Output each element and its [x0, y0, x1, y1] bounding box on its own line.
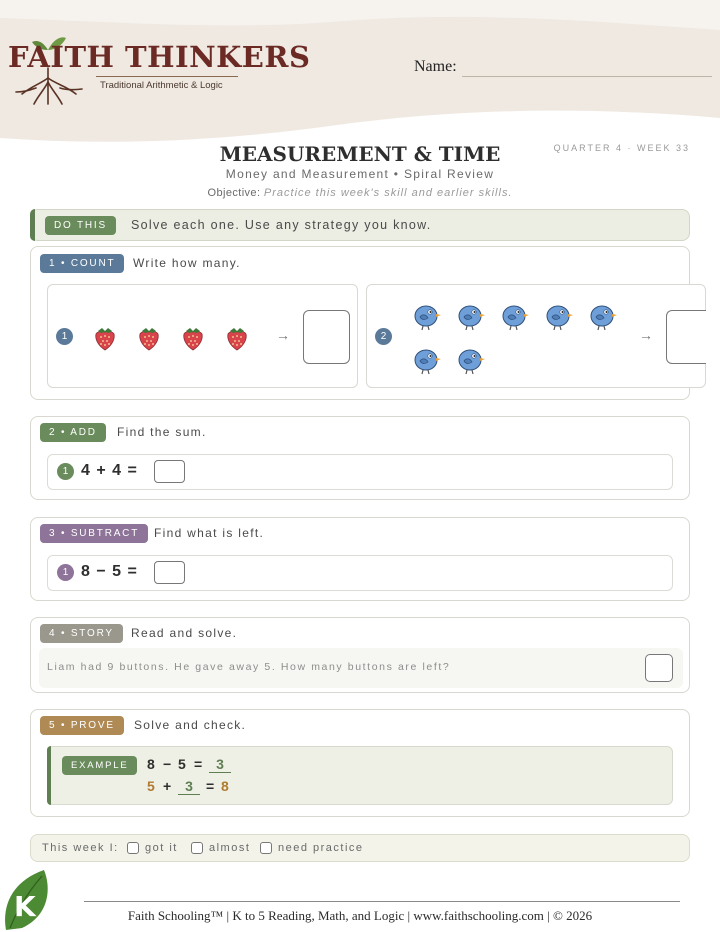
problem-number: 2 — [375, 328, 392, 345]
example-line2-a: 5 — [147, 778, 155, 794]
add-equation: 4 + 4 = — [81, 462, 138, 479]
page-title: MEASUREMENT & TIME — [219, 142, 501, 166]
bird-icon — [412, 346, 442, 376]
section-prove — [30, 709, 690, 817]
example-line1-op: − — [163, 756, 172, 772]
answer-box[interactable] — [666, 310, 706, 364]
subtract-instruction: Find what is left. — [154, 526, 265, 540]
checkbox-got-it[interactable] — [127, 842, 139, 854]
example-line1-b: 5 — [178, 756, 186, 772]
strawberry-icon — [226, 325, 248, 351]
story-answer-box[interactable] — [645, 654, 673, 682]
footer-divider — [84, 901, 680, 902]
self-check-label: This week I: — [42, 842, 119, 854]
badge-letter: K — [14, 890, 36, 923]
example-line1-eq: = — [194, 756, 203, 772]
objective — [0, 187, 720, 199]
name-write-line[interactable] — [462, 76, 712, 77]
add-instruction: Find the sum. — [117, 425, 207, 439]
add-equation-row — [47, 454, 673, 490]
name-field[interactable] — [414, 44, 714, 86]
example-pill: EXAMPLE — [62, 756, 137, 775]
problem-number: 1 — [56, 328, 73, 345]
story-instruction: Read and solve. — [131, 626, 238, 640]
bird-icon — [588, 302, 618, 332]
answer-box[interactable] — [303, 310, 350, 364]
subtract-pill: 3 • SUBTRACT — [40, 524, 148, 543]
section-subtract — [30, 517, 690, 601]
add-pill: 2 • ADD — [40, 423, 106, 442]
page-subtitle: Money and Measurement • Spiral Review — [225, 167, 495, 181]
example-line1-answer: 3 — [209, 756, 231, 773]
section-add — [30, 416, 690, 500]
count-problem-2 — [366, 284, 706, 388]
example-line1-a: 8 — [147, 756, 155, 772]
bird-icon — [456, 302, 486, 332]
prove-pill: 5 • PROVE — [40, 716, 124, 735]
add-answer-box[interactable] — [154, 460, 185, 483]
brand-title: FAITH THINKERS — [8, 40, 311, 74]
story-text: Liam had 9 buttons. He gave away 5. How many buttons are left? — [47, 661, 451, 673]
strawberry-icon — [182, 325, 204, 351]
checkbox-need-practice[interactable] — [260, 842, 272, 854]
bird-icon — [500, 302, 530, 332]
example-panel — [47, 746, 673, 805]
do-this-instruction: Solve each one. Use any strategy you know. — [131, 218, 432, 232]
subtract-equation: 8 − 5 = — [81, 563, 138, 580]
do-this-bar — [30, 209, 690, 241]
subtract-equation-row — [47, 555, 673, 591]
example-line2-eq: = — [206, 778, 215, 794]
objective-label: Objective: — [207, 187, 261, 199]
footer-text: Faith Schooling™ | K to 5 Reading, Math, and Logic | www.faithschooling.com | © 2026 — [127, 908, 593, 923]
quarter-week: QUARTER 4 · WEEK 33 — [553, 143, 690, 153]
problem-number: 1 — [57, 564, 74, 581]
arrow-icon: → — [276, 327, 290, 343]
strawberry-icon — [138, 325, 160, 351]
strawberry-icon — [94, 325, 116, 351]
bird-icon — [456, 346, 486, 376]
problem-number: 1 — [57, 463, 74, 480]
story-pill: 4 • STORY — [40, 624, 123, 643]
example-line2-op: + — [163, 778, 172, 794]
brand-tagline: Traditional Arithmetic & Logic — [100, 80, 223, 91]
bird-icon — [544, 302, 574, 332]
self-check-bar — [30, 834, 690, 862]
count-instruction: Write how many. — [133, 256, 241, 270]
subtract-answer-box[interactable] — [154, 561, 185, 584]
prove-instruction: Solve and check. — [134, 718, 247, 732]
example-line2-b: 3 — [178, 778, 200, 795]
header-banner — [0, 0, 720, 150]
do-this-pill: DO THIS — [45, 216, 116, 235]
arrow-icon: → — [639, 327, 653, 343]
option-need-practice: need practice — [278, 842, 364, 854]
count-problem-1 — [47, 284, 358, 388]
objective-text: Practice this week's skill and earlier skills. — [263, 187, 513, 199]
checkbox-almost[interactable] — [191, 842, 203, 854]
option-almost: almost — [209, 842, 251, 854]
count-pill: 1 • COUNT — [40, 254, 124, 273]
option-got-it: got it — [145, 842, 178, 854]
name-label: Name: — [414, 58, 457, 75]
example-line2-result: 8 — [221, 778, 229, 794]
section-story — [30, 617, 690, 693]
brand-divider — [96, 76, 238, 77]
bird-icon — [412, 302, 442, 332]
